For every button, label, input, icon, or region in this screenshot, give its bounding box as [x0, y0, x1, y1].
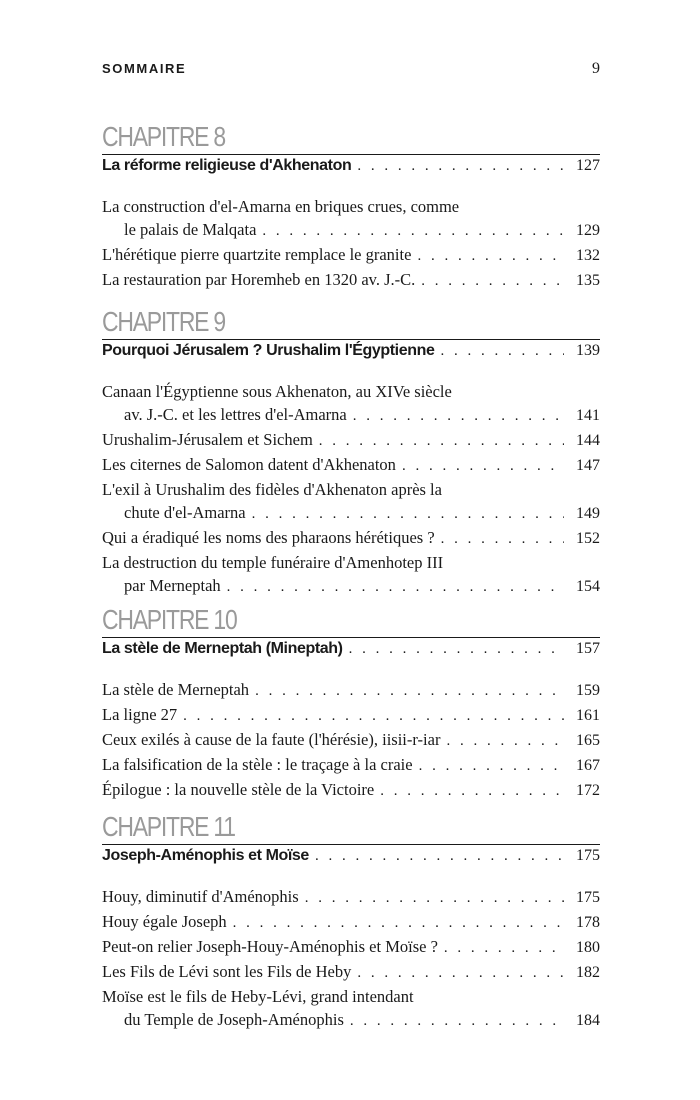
entry-text-continued: av. J.-C. et les lettres d'el-Amarna	[124, 405, 347, 424]
entry-page: 149	[576, 505, 600, 522]
dot-leader	[315, 848, 564, 865]
toc-entry[interactable]	[102, 195, 600, 243]
dot-leader	[319, 430, 564, 453]
entry-page: 167	[576, 757, 600, 774]
entry-text: L'exil à Urushalim des fidèles d'Akhenaton après la	[102, 480, 442, 499]
dot-leader	[183, 705, 564, 728]
entry-text: La stèle de Merneptah	[102, 680, 250, 699]
entry-text: Houy égale Joseph	[102, 912, 227, 931]
dot-leader	[262, 220, 564, 243]
dot-leader	[380, 780, 564, 803]
toc-entry[interactable]	[102, 428, 600, 453]
section-list	[102, 885, 600, 1033]
chapter-page: 127	[576, 157, 600, 174]
dot-leader	[349, 641, 564, 658]
toc-entry[interactable]	[102, 728, 600, 753]
toc-entry[interactable]	[102, 960, 600, 985]
chapter-title-row[interactable]	[102, 154, 600, 183]
dot-leader	[350, 1010, 564, 1033]
entry-text: Les citernes de Salomon datent d'Akhenaton	[102, 455, 396, 474]
entry-page: 161	[576, 707, 600, 724]
dot-leader	[440, 343, 564, 360]
toc-entry[interactable]	[102, 380, 600, 428]
entry-page: 159	[576, 682, 600, 699]
chapter-title: La stèle de Merneptah (Mineptah)	[102, 640, 343, 657]
toc-entry[interactable]	[102, 778, 600, 803]
entry-page: 147	[576, 457, 600, 474]
chapter-label: CHAPITRE 11	[102, 811, 235, 842]
entry-page: 165	[576, 732, 600, 749]
chapter-10	[102, 605, 600, 803]
dot-leader	[255, 680, 564, 703]
entry-page: 132	[576, 247, 600, 264]
entry-text: Urushalim-Jérusalem et Sichem	[102, 430, 313, 449]
entry-text: La ligne 27	[102, 705, 178, 724]
entry-text-continued: chute d'el-Amarna	[124, 503, 246, 522]
entry-text: Houy, diminutif d'Aménophis	[102, 887, 299, 906]
dot-leader	[357, 158, 564, 175]
toc-entry[interactable]	[102, 703, 600, 728]
chapter-page: 175	[576, 847, 600, 864]
entry-page: 180	[576, 939, 600, 956]
entry-text: Qui a éradiqué les noms des pharaons hérétiques ?	[102, 528, 435, 547]
entry-page: 141	[576, 407, 600, 424]
entry-page: 135	[576, 272, 600, 289]
header-title: SOMMAIRE	[102, 61, 187, 76]
toc-entry[interactable]	[102, 243, 600, 268]
toc-entry[interactable]	[102, 453, 600, 478]
toc-entry[interactable]	[102, 885, 600, 910]
entry-page: 152	[576, 530, 600, 547]
entry-page: 178	[576, 914, 600, 931]
entry-text: Moïse est le fils de Heby-Lévi, grand intendant	[102, 987, 414, 1006]
toc-entry[interactable]	[102, 935, 600, 960]
entry-text: Épilogue : la nouvelle stèle de la Victoire	[102, 780, 375, 799]
entry-text: Canaan l'Égyptienne sous Akhenaton, au XIVe siècle	[102, 382, 452, 401]
dot-leader	[252, 503, 564, 526]
chapter-label: CHAPITRE 8	[102, 121, 225, 152]
dot-leader	[444, 937, 564, 960]
toc-entry[interactable]	[102, 678, 600, 703]
entry-page: 182	[576, 964, 600, 981]
dot-leader	[353, 405, 564, 428]
toc-entry[interactable]	[102, 551, 600, 599]
entry-text: Peut-on relier Joseph-Houy-Aménophis et Moïse ?	[102, 937, 438, 956]
header-page-number: 9	[592, 60, 600, 77]
section-list	[102, 380, 600, 599]
entry-text: Les Fils de Lévi sont les Fils de Heby	[102, 962, 352, 981]
entry-page: 175	[576, 889, 600, 906]
toc-entry[interactable]	[102, 268, 600, 293]
dot-leader	[227, 576, 564, 599]
toc-entry[interactable]	[102, 753, 600, 778]
entry-text: La construction d'el-Amarna en briques crues, comme	[102, 197, 460, 216]
dot-leader	[446, 730, 564, 753]
entry-page: 184	[576, 1012, 600, 1029]
entry-page: 172	[576, 782, 600, 799]
entry-text-continued: du Temple de Joseph-Aménophis	[124, 1010, 344, 1029]
running-header	[102, 60, 600, 82]
dot-leader	[421, 270, 564, 293]
chapter-9	[102, 307, 600, 599]
section-list	[102, 678, 600, 803]
chapter-page: 139	[576, 342, 600, 359]
entry-text: Ceux exilés à cause de la faute (l'hérésie), iisii-r-iar	[102, 730, 441, 749]
entry-text: La falsification de la stèle : le traçage à la craie	[102, 755, 413, 774]
entry-page: 154	[576, 578, 600, 595]
chapter-title: Joseph-Aménophis et Moïse	[102, 847, 309, 864]
chapter-page: 157	[576, 640, 600, 657]
chapter-8	[102, 122, 600, 293]
section-list	[102, 195, 600, 293]
chapter-title-row[interactable]	[102, 637, 600, 666]
entry-text: La destruction du temple funéraire d'Amenhotep III	[102, 553, 444, 572]
dot-leader	[402, 455, 564, 478]
toc-entry[interactable]	[102, 526, 600, 551]
entry-text: L'hérétique pierre quartzite remplace le granite	[102, 245, 412, 264]
chapter-title: Pourquoi Jérusalem ? Urushalim l'Égyptienne	[102, 342, 435, 359]
dot-leader	[233, 912, 564, 935]
dot-leader	[441, 528, 564, 551]
dot-leader	[417, 245, 564, 268]
dot-leader	[419, 755, 564, 778]
dot-leader	[305, 887, 564, 910]
chapter-11	[102, 812, 600, 1033]
toc-entry[interactable]	[102, 478, 600, 526]
entry-page: 129	[576, 222, 600, 239]
chapter-label: CHAPITRE 9	[102, 306, 225, 337]
dot-leader	[357, 962, 564, 985]
toc-entry[interactable]	[102, 985, 600, 1033]
chapter-title-row[interactable]	[102, 844, 600, 873]
chapter-title: La réforme religieuse d'Akhenaton	[102, 157, 352, 174]
entry-text: La restauration par Horemheb en 1320 av. J.-C.	[102, 270, 416, 289]
chapter-label: CHAPITRE 10	[102, 604, 237, 635]
entry-page: 144	[576, 432, 600, 449]
entry-text-continued: par Merneptah	[124, 576, 221, 595]
chapter-title-row[interactable]	[102, 339, 600, 368]
toc-entry[interactable]	[102, 910, 600, 935]
entry-text-continued: le palais de Malqata	[124, 220, 257, 239]
